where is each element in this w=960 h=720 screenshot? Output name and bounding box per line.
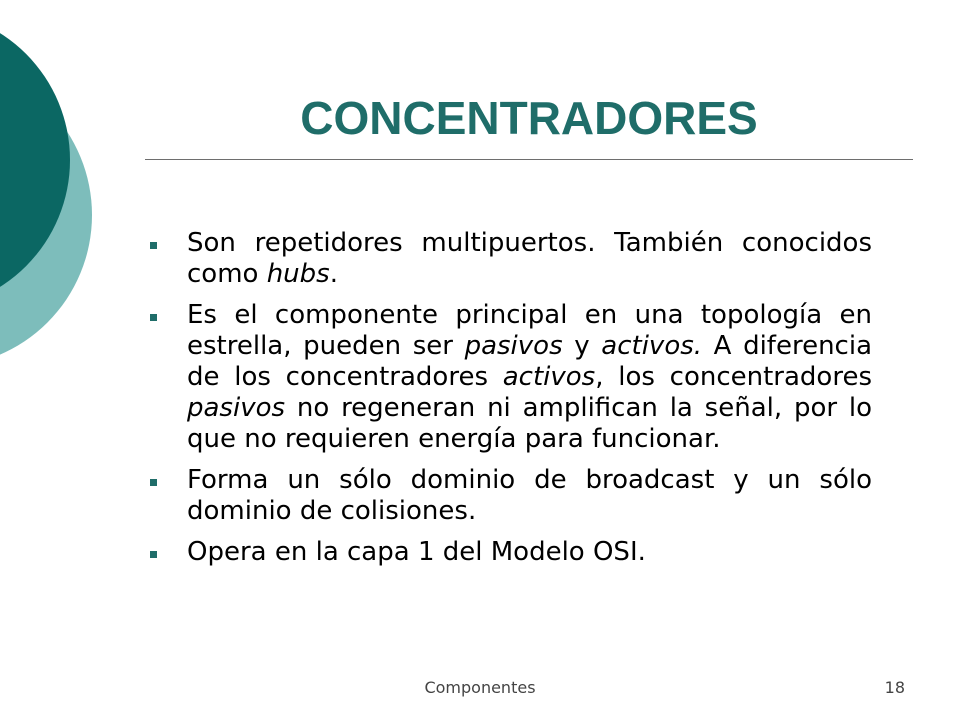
- bullet-text: A diferencia de los concentradores: [187, 331, 872, 392]
- square-bullet-icon: [150, 314, 157, 321]
- bullet-text: .: [329, 259, 338, 289]
- bullet-item: [150, 465, 872, 527]
- bullet-text-italic: hubs: [266, 259, 330, 289]
- slide-title: CONCENTRADORES: [300, 92, 758, 144]
- bullet-text: Son repetidores multipuertos. También conocidos como: [187, 228, 872, 289]
- bullet-item: [150, 537, 872, 568]
- bullet-text: , los concentradores: [595, 362, 872, 392]
- title-divider: [145, 159, 913, 160]
- bullet-item: [150, 228, 872, 290]
- bullet-text-italic: pasivos: [464, 331, 563, 361]
- bullet-text-italic: activos.: [601, 331, 703, 361]
- bullet-text: no regeneran ni amplifican la señal, por lo que no requieren energía para funcionar.: [187, 393, 872, 454]
- bullet-text: Opera en la capa 1 del Modelo OSI.: [187, 537, 646, 567]
- page-number: 18: [884, 678, 905, 697]
- bullet-list: [150, 228, 872, 568]
- bullet-text: Es el componente principal en una topología en estrella, pueden ser: [187, 300, 872, 361]
- square-bullet-icon: [150, 551, 157, 558]
- bullet-text: y: [562, 331, 602, 361]
- square-bullet-icon: [150, 242, 157, 249]
- bullet-text-italic: activos: [502, 362, 596, 392]
- decorative-circles: [0, 0, 130, 400]
- footer-text: Componentes: [424, 678, 536, 697]
- bullet-text: Forma un sólo dominio de broadcast y un sólo dominio de colisiones.: [187, 465, 872, 526]
- bullet-item: [150, 300, 872, 455]
- bullet-text-italic: pasivos: [187, 393, 286, 423]
- square-bullet-icon: [150, 479, 157, 486]
